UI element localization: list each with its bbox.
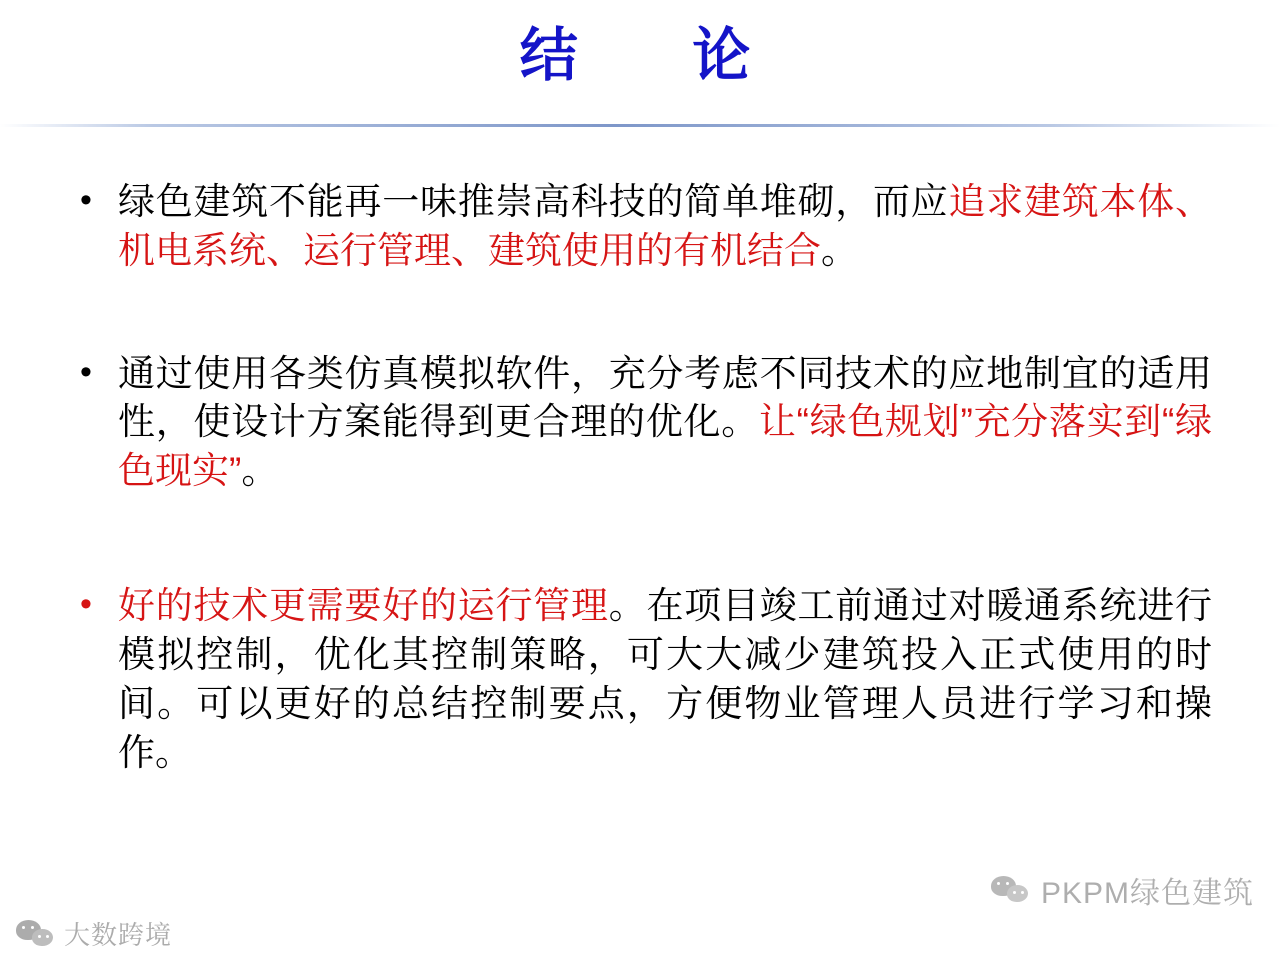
bullet-marker: • bbox=[80, 181, 92, 219]
bullet-segment-highlight: 追求建筑本体、机电系统、运行管理、建筑使用的有机结合 bbox=[118, 181, 1212, 271]
bullet-text bbox=[118, 350, 1212, 496]
bullet-segment: 。 bbox=[241, 450, 279, 492]
bullet-segment: 。 bbox=[821, 229, 858, 271]
bullet-marker: • bbox=[80, 352, 92, 391]
bullet-segment-highlight: 好的技术更需要好的运行管理 bbox=[118, 585, 609, 627]
title-divider bbox=[0, 124, 1280, 127]
bullet-item bbox=[72, 582, 1212, 777]
wechat-icon bbox=[991, 874, 1031, 906]
watermark-right-label: PKPM绿色建筑 bbox=[1040, 877, 1254, 910]
bullet-segment: 通过使用各类仿真模拟软件，充分考虑不同技术的应地制宜的适用性，使设计方案能得到更合理的优化。 bbox=[118, 352, 1212, 443]
bullet-segment: 。在项目竣工前通过对暖通系统进行模拟控制，优化其控制策略，可大大减少建筑投入正式使用的时间。可以更好的总结控制要点，方便物业管理人员进行学习和操作。 bbox=[118, 585, 1212, 773]
bullet-segment: 绿色建筑不能再一味推崇高科技的简单堆砌，而应 bbox=[118, 181, 949, 222]
bullet-text bbox=[118, 582, 1212, 777]
bullet-segment-highlight: 让“绿色规划”充分落实到“绿色现实” bbox=[118, 401, 1212, 492]
bullet-item bbox=[72, 178, 1212, 276]
bullet-item bbox=[72, 350, 1212, 496]
watermark-left-label: 大数跨境 bbox=[64, 920, 173, 950]
page-title: 结 论 bbox=[519, 23, 761, 88]
watermark-right bbox=[991, 868, 1254, 912]
bullet-text bbox=[118, 178, 1212, 276]
wechat-icon bbox=[16, 918, 56, 950]
watermark-left bbox=[16, 915, 172, 952]
bullet-marker: • bbox=[80, 585, 92, 624]
slide-body bbox=[72, 178, 1212, 823]
